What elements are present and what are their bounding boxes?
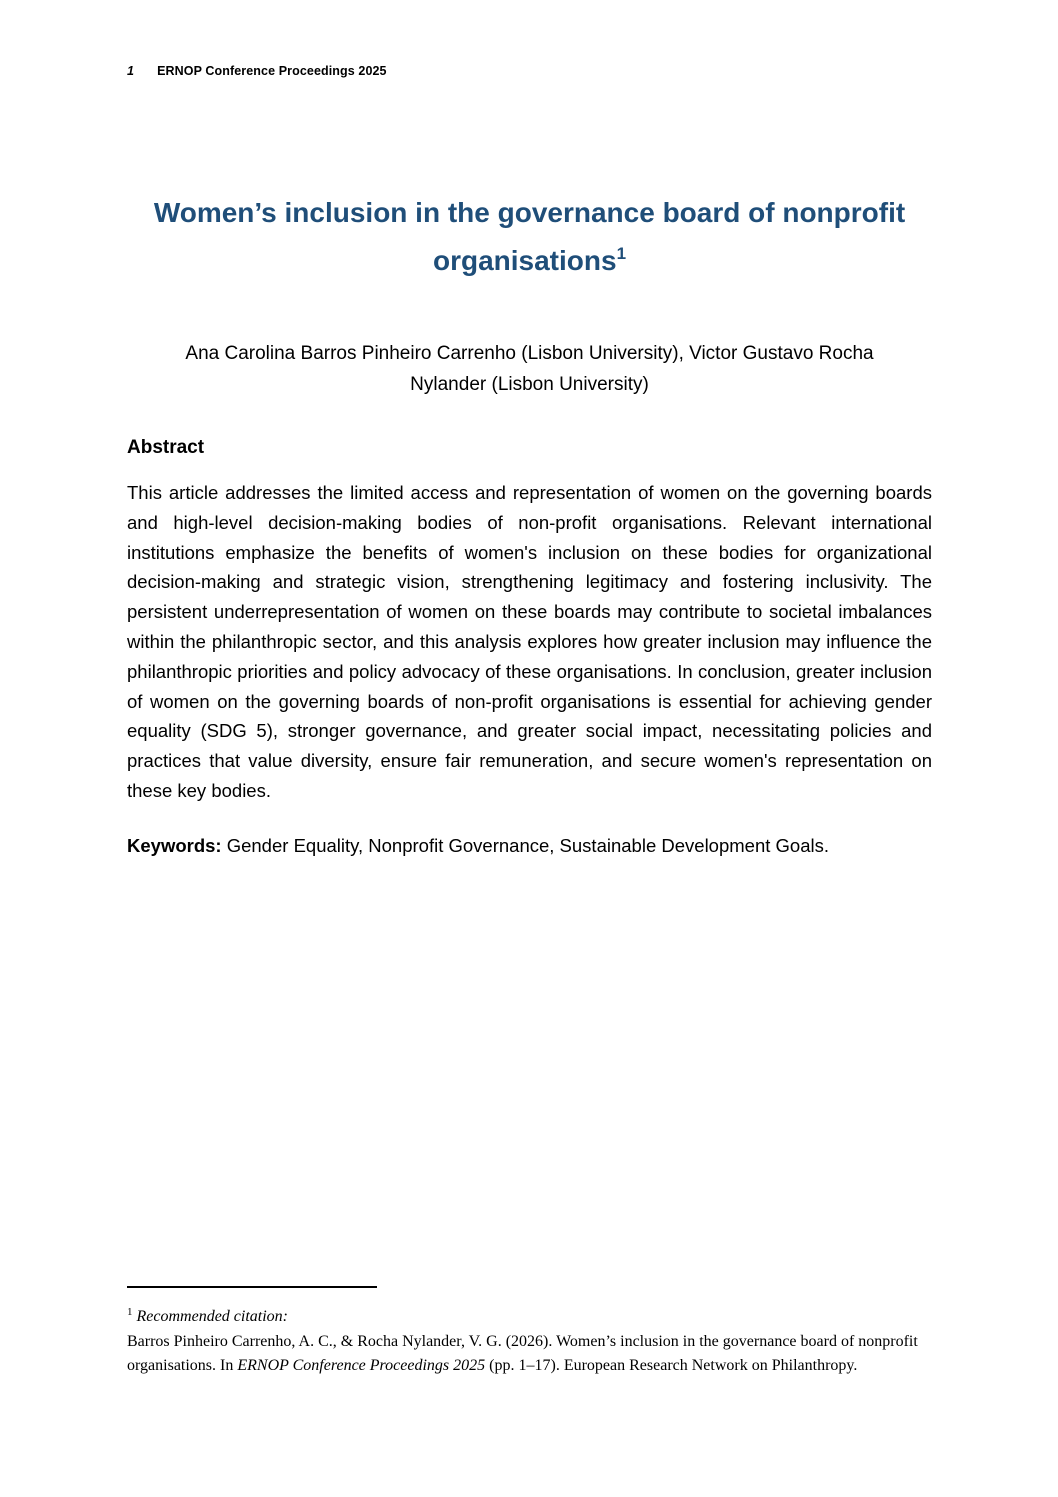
footnote-label: Recommended citation: bbox=[136, 1308, 288, 1325]
authors-block bbox=[127, 338, 932, 400]
citation-italic-title: ERNOP Conference Proceedings 2025 bbox=[237, 1357, 486, 1374]
abstract-body: This article addresses the limited access and representation of women on the governing boards and high-level decision-making bodies of non-profit organisations. Relevant international institutions emphasize the benefits of women's inclusion on these bodies for organizational decision-making and strategic vision, strengthening legitimacy and fostering inclusivity. The persistent underrepresentation of women on these boards may contribute to societal imbalances within the philanthropic sector, and this analysis explores how greater inclusion may influence the philanthropic priorities and policy advocacy of these organisations. In conclusion, greater inclusion of women on the governing boards of non-profit organisations is essential for achieving gender equality (SDG 5), stronger governance, and greater social impact, necessitating policies and practices that value diversity, ensure fair remuneration, and secure women's representation on these key bodies. bbox=[127, 482, 932, 801]
footnote-area bbox=[127, 1286, 932, 1379]
keywords-line bbox=[127, 831, 932, 861]
citation-part2: (pp. 1–17). European Research Network on Philanthropy. bbox=[485, 1357, 858, 1374]
running-header bbox=[127, 64, 387, 78]
authors-line1: Ana Carolina Barros Pinheiro Carrenho (Lisbon University), Victor Gustavo Rocha bbox=[185, 343, 874, 364]
header-title: ERNOP Conference Proceedings 2025 bbox=[157, 64, 387, 78]
title-footnote-marker: 1 bbox=[616, 243, 627, 263]
paper-title bbox=[127, 189, 932, 285]
footnote-text bbox=[127, 1305, 932, 1379]
paper-title-line1: Women’s inclusion in the governance board of nonprofit bbox=[153, 196, 906, 228]
citation-part1: Barros Pinheiro Carrenho, A. C., & Rocha Nylander, V. G. (2026). Women’s inclusion in the governance board of nonprofit organisations. In bbox=[127, 1332, 918, 1374]
authors-line2: Nylander (Lisbon University) bbox=[410, 374, 649, 395]
paper-title-line2: organisations bbox=[432, 244, 617, 276]
abstract-heading: Abstract bbox=[127, 437, 205, 458]
footnote-marker: 1 bbox=[127, 1306, 133, 1318]
keywords-label: Keywords: bbox=[127, 835, 222, 856]
page-number: 1 bbox=[127, 64, 135, 78]
footnote-separator-rule bbox=[127, 1286, 377, 1288]
keywords-text: Gender Equality, Nonprofit Governance, Sustainable Development Goals. bbox=[221, 835, 829, 856]
